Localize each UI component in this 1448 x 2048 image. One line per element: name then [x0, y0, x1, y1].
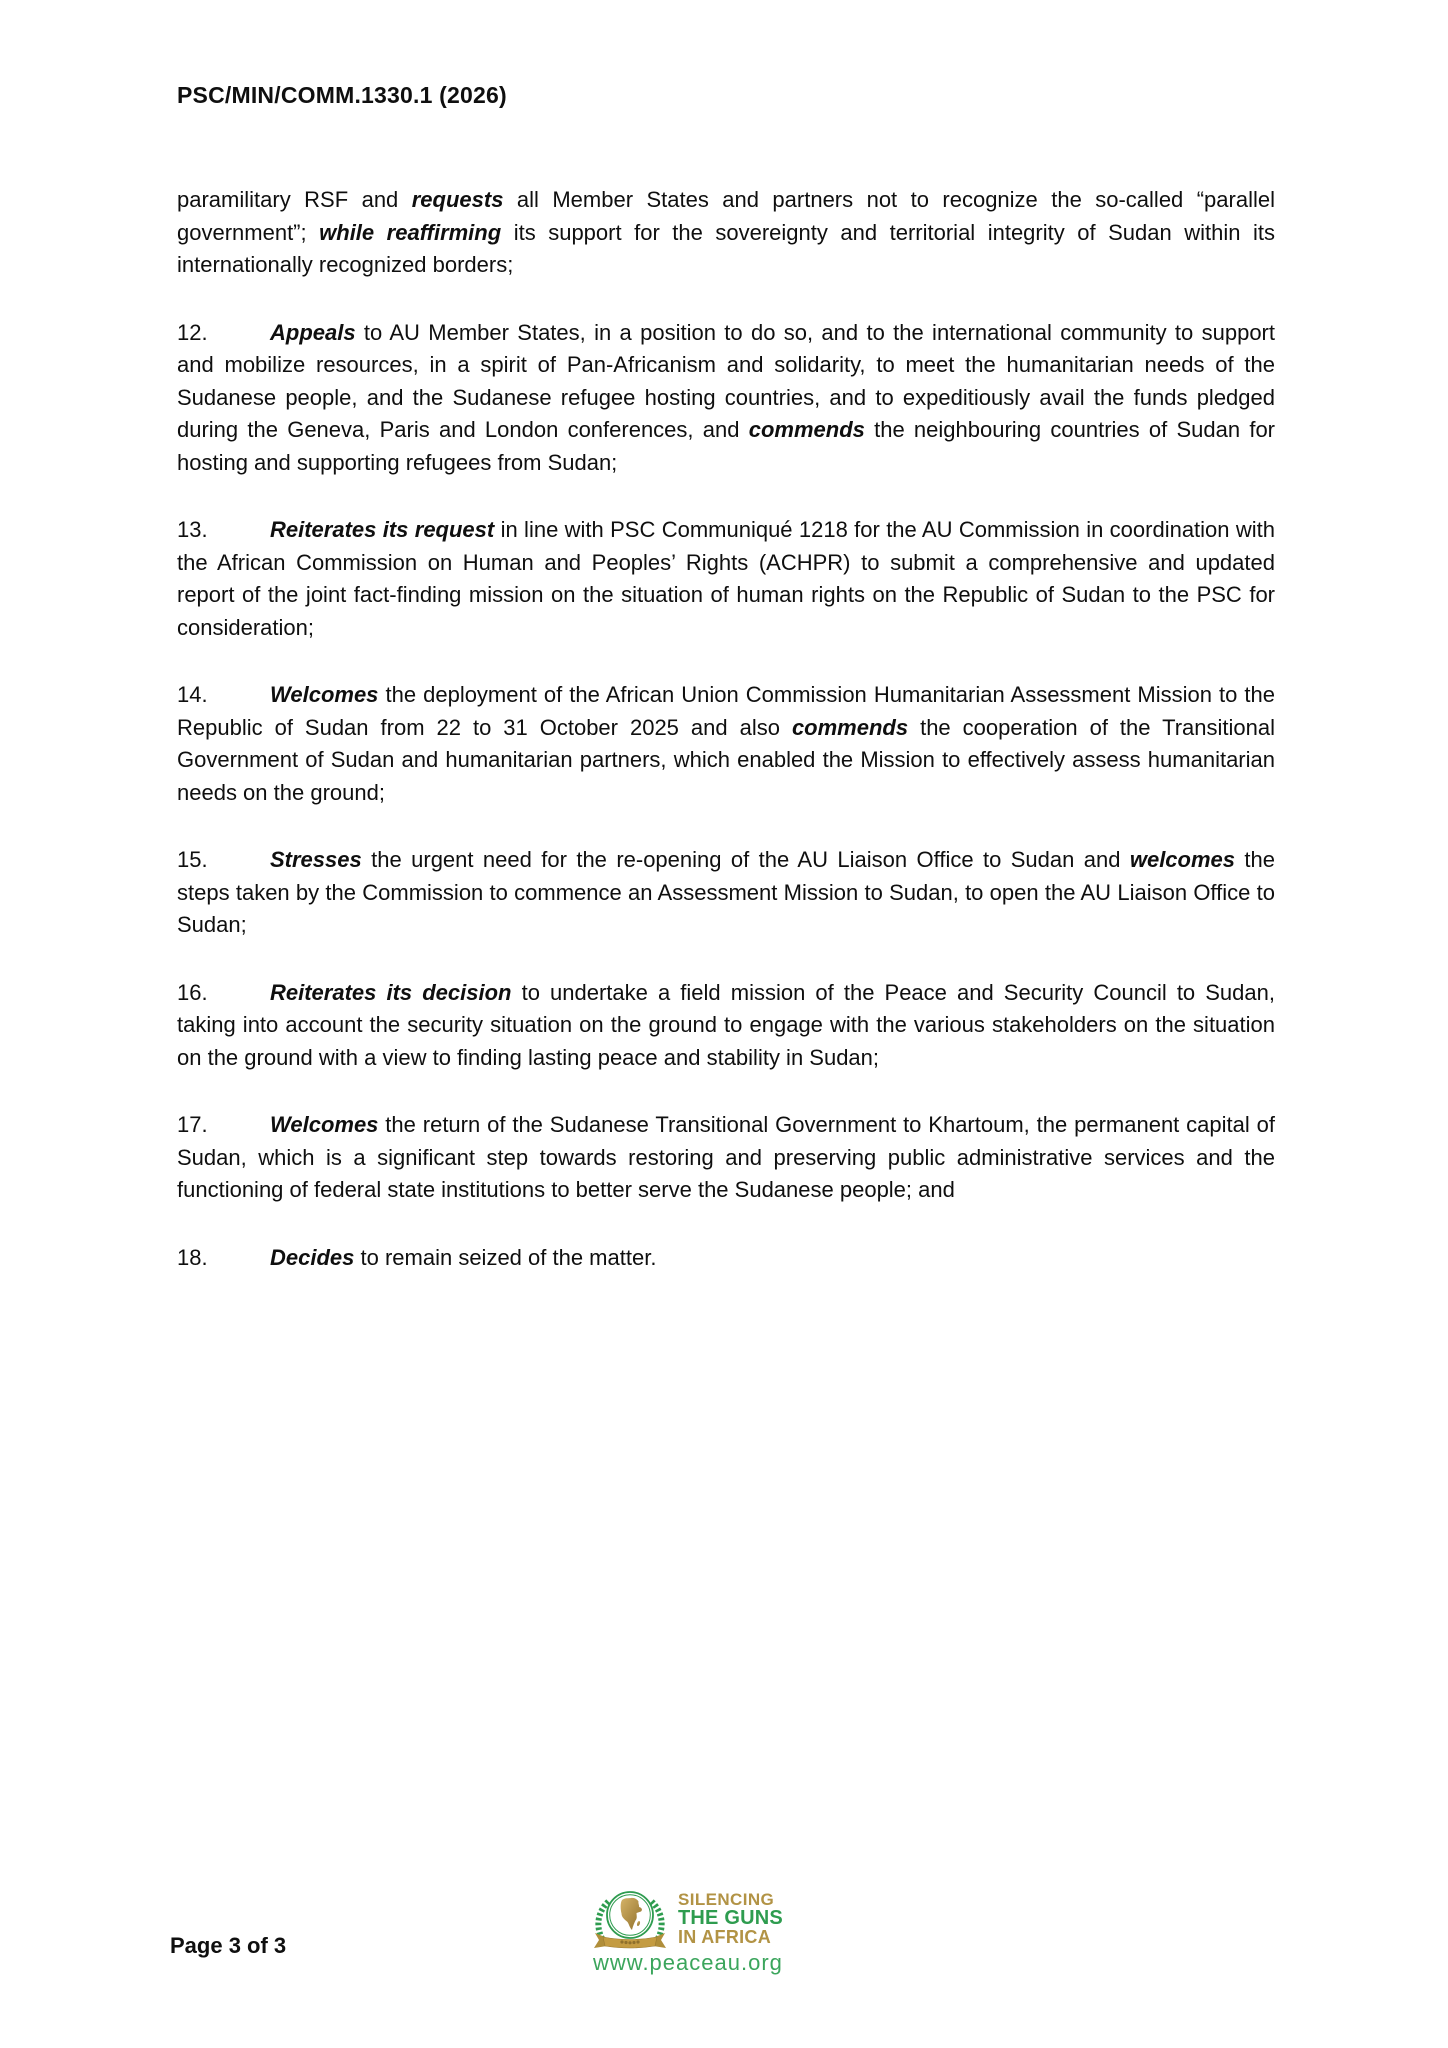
page-number: Page 3 of 3	[170, 1933, 287, 1958]
paragraph	[177, 679, 1275, 809]
logo-wordmark	[678, 1890, 783, 1947]
text-run: in line with PSC Communiqué 1218 for the AU Commission in coordination with the African Commission on Human and Peoples’ Rights (ACHPR) to submit a comprehensive and updated report of the joint fact-finding mission on the situation of human rights on the Republic of Sudan to the PSC for consideration;	[177, 517, 1275, 640]
emphasized-run: Reiterates its request	[270, 517, 495, 542]
text-run: its support for the sovereignty and territorial integrity of Sudan within its internationally recognized borders;	[177, 219, 1276, 277]
text-run: the steps taken by the Commission to commence an Assessment Mission to Sudan, to open the AU Liaison Office to Sudan;	[177, 847, 1275, 937]
paragraph-number: 13.	[177, 517, 208, 542]
paragraph-number: 12.	[177, 319, 208, 345]
text-run: all Member States and partners not to recognize the so-called “parallel government”;	[177, 187, 1275, 245]
text-run: to remain seized of the matter.	[354, 1244, 657, 1270]
logo-line-the-guns: THE GUNS	[678, 1907, 783, 1929]
text-run: the return of the Sudanese Transitional Government to Khartoum, the permanent capital of Sudan, which is a significant step towards restoring and preserving public administrative services and the functioning of federal state institutions to better serve the Sudanese people; and	[177, 1112, 1275, 1202]
paragraph	[177, 514, 1275, 644]
emphasized-run: while reaffirming	[319, 219, 502, 245]
paragraph-number: 18.	[177, 1244, 208, 1270]
emphasized-run: commends	[748, 417, 865, 442]
paragraph	[177, 844, 1275, 942]
text-run: to AU Member States, in a position to do so, and to the international community to support and mobilize resources, in a spirit of Pan-Africanism and solidarity, to meet the humanitarian needs of the Sudanese people, and the Sudanese refugee hosting countries, and to expeditiously avail the funds pledged during the Geneva, Paris and London conferences, and	[177, 319, 1275, 442]
logo-line-silencing: SILENCING	[678, 1890, 775, 1909]
au-emblem-icon	[591, 1888, 669, 1952]
paragraph	[177, 1242, 1275, 1275]
paragraph-number: 14.	[177, 682, 208, 707]
text-run: the cooperation of the Transitional Government of Sudan and humanitarian partners, which enabled the Mission to effectively assess humanitarian needs on the ground;	[177, 714, 1275, 805]
paragraph	[177, 1109, 1275, 1207]
paragraph	[177, 977, 1275, 1075]
emphasized-run: Appeals	[270, 319, 356, 345]
text-run: to undertake a field mission of the Peace and Security Council to Sudan, taking into account the security situation on the ground to engage with the various stakeholders on the situation on the ground with a view to finding lasting peace and stability in Sudan;	[177, 979, 1275, 1070]
logo-line-in-africa: IN AFRICA	[678, 1927, 772, 1947]
emphasized-run: Welcomes	[270, 682, 379, 707]
emphasized-run: requests	[411, 187, 504, 212]
text-run: paramilitary RSF and	[177, 187, 412, 212]
text-run: the deployment of the African Union Commission Humanitarian Assessment Mission to the Republic of Sudan from 22 to 31 October 2025 and also	[177, 682, 1275, 740]
paragraph	[177, 317, 1275, 480]
peaceau-url: www.peaceau.org	[593, 1950, 783, 1975]
text-run: the neighbouring countries of Sudan for hosting and supporting refugees from Sudan;	[177, 417, 1275, 475]
emphasized-run: welcomes	[1129, 847, 1236, 872]
emphasized-run: Decides	[270, 1244, 355, 1270]
paragraph-number: 15.	[177, 847, 208, 872]
emphasized-run: commends	[791, 714, 909, 740]
emphasized-run: Stresses	[270, 847, 362, 872]
silencing-the-guns-logo	[591, 1886, 781, 1978]
emphasized-run: Reiterates its decision	[270, 979, 512, 1005]
text-run: the urgent need for the re-opening of the AU Liaison Office to Sudan and	[361, 847, 1130, 872]
paragraph-number: 16.	[177, 979, 208, 1005]
paragraph	[177, 184, 1275, 282]
document-body	[177, 184, 1275, 1309]
paragraph-number: 17.	[177, 1112, 208, 1137]
document-reference: PSC/MIN/COMM.1330.1 (2026)	[177, 82, 507, 108]
emphasized-run: Welcomes	[270, 1112, 379, 1137]
